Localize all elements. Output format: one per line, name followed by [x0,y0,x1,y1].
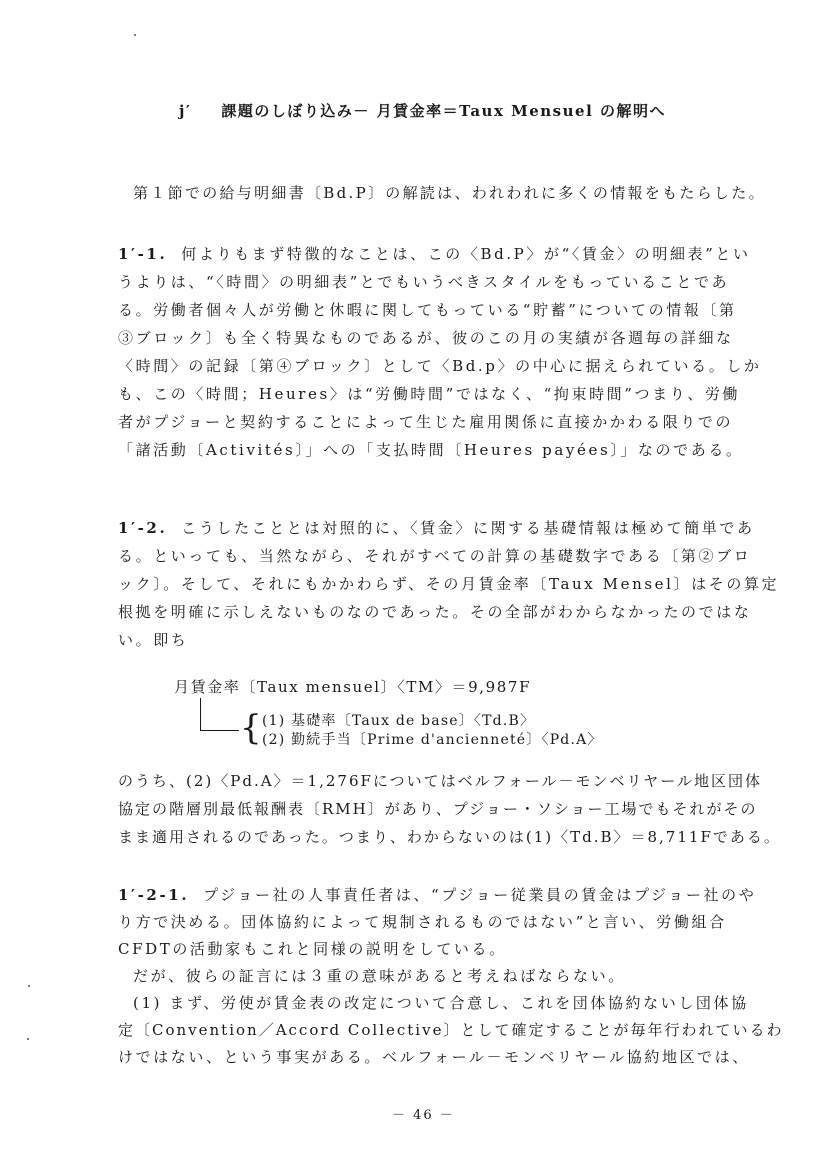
intro-paragraph: 第１節での給与明細書〔Bd.P〕の解読は、われわれに多くの情報をもたらした。 [133,184,766,202]
heading-number: j′ [179,102,192,120]
section-1-text: 何よりもまず特徴的なことは、この〈Bd.P〉が“〈賃金〉の明細表”とい [181,245,751,263]
section-2-text: こうしたこととは対照的に、〈賃金〉に関する基礎情報は極めて簡単であ [181,519,755,537]
section-2-line-2: る。といっても、当然ながら、それがすべての計算の基礎数字である〔第②ブロ [118,547,752,565]
heading-text: 課題のしぼり込み－ 月賃金率＝Taux Mensuel の解明へ [221,102,666,120]
section-3-line-4: だが、彼らの証言には３重の意味があると考えねばならない。 [133,967,626,985]
section-3-line-7: けではない、という事実がある。ベルフォール－モンベリヤール協約地区では、 [118,1048,750,1066]
formula-connector [200,698,239,731]
section-3-line-1 [118,888,756,903]
section-3-line-3: CFDTの活動家もこれと同様の説明をしている。 [118,940,507,958]
after-formula-line-2: 協定の階層別最低報酬表〔RMH〕があり、プジョー・ソショー工場でもそれがその [118,800,758,818]
section-3-number: 1′-2-1. [118,886,190,904]
section-1-line-7: 者がプジョーと契約することによって生じた雇用関係に直接かかわる限りでの [118,413,734,431]
section-3-line-6: 定〔Convention／Accord Collective〕として確定することが毎年行われているわ [118,1021,784,1039]
section-1-line-1 [118,247,751,262]
formula-main: 月賃金率〔Taux mensuel〕〈TM〉＝9,987F [174,678,532,696]
scan-speck [27,1038,29,1040]
section-1-line-4: ③ブロック〕も全く特異なものであるが、彼のこの月の実績が各週毎の詳細な [118,329,734,347]
section-2-line-4: 根拠を明確に示しえないものなのであった。その全部がわからなかったのではな [118,603,752,621]
formula-item-1: (1) 基礎率〔Taux de base〕〈Td.B〉 [262,713,536,729]
section-3-text: プジョー社の人事責任者は、“プジョー従業員の賃金はプジョー社のや [203,886,757,904]
after-formula-line-1: のうち、(2)〈Pd.A〉＝1,276Fについてはベルフォール－モンベリヤール地区団体 [118,772,762,790]
formula-brace: { [240,708,262,748]
section-2-line-5: い。即ち [118,631,189,649]
after-formula-line-3: まま適用されるのであった。つまり、わからないのは(1)〈Td.B〉＝8,711Fである。 [118,828,781,846]
section-1-line-3: る。労働者個々人が労働と休暇に関してもっている“貯蓄”についての情報〔第 [118,301,737,319]
section-3-line-2: り方で決める。団体協約によって規制されるものではない”と言い、労働組合 [118,913,727,931]
section-1-line-5: 〈時間〉の記録〔第④ブロック〕として〈Bd.p〉の中心に据えられている。しか [118,357,762,375]
page-number: － 46 － [392,1108,455,1123]
section-2-number: 1′-2. [118,519,168,537]
section-2-line-3: ック〕。そして、それにもかかわらず、その月賃金率〔Taux Mensel〕はその算定 [118,575,780,593]
section-1-line-6: も、この〈時間；Heures〉は“労働時間”ではなく、“拘束時間”つまり、労働 [118,385,741,403]
section-1-line-8: 「諸活動〔Activités〕」への「支払時間〔Heures payées〕」なのである。 [118,441,744,459]
section-1-number: 1′-1. [118,245,168,263]
section-1-line-2: うよりは、“〈時間〉の明細表”とでもいうべきスタイルをもっていることであ [118,273,730,291]
section-3-line-5: (1) まず、労使が賃金表の改定について合意し、これを団体協約ないし団体協 [133,994,749,1012]
formula-item-2: (2) 勤続手当〔Prime d'ancienneté〕〈Pd.A〉 [262,732,603,748]
section-2-line-1 [118,521,755,536]
scan-speck [28,985,30,987]
section-heading [179,104,666,119]
scan-speck [134,34,136,36]
